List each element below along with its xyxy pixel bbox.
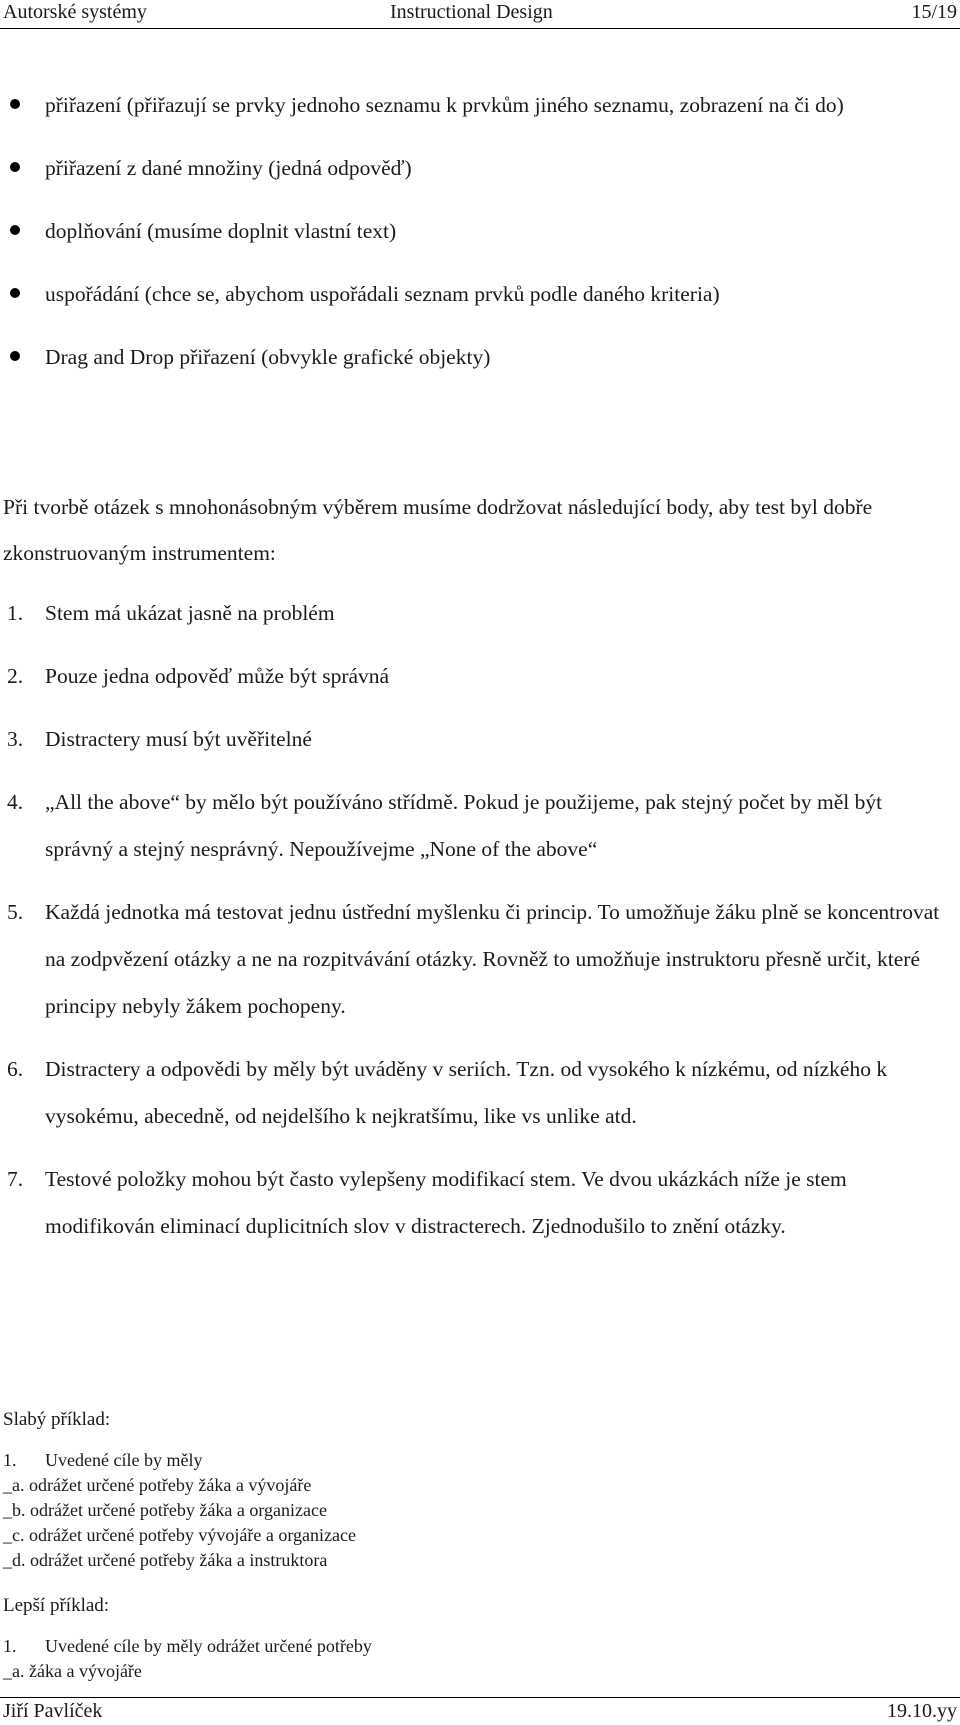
question-text: Uvedené cíle by měly odrážet určené potřeby — [45, 1636, 372, 1656]
bullet-item — [0, 208, 960, 255]
rule-text: Testové položky mohou být často vylepšeny modifikací stem. Ve dvou ukázkách níže je stem modifikován eliminací duplicitních slov v distracterech. Zjednodušilo to znění otázky. — [45, 1167, 847, 1238]
header-rule — [0, 28, 960, 29]
bullet-icon — [10, 99, 20, 109]
rules-list — [0, 590, 960, 1266]
bullet-icon — [10, 351, 20, 361]
rule-item — [0, 653, 960, 700]
better-example-question — [3, 1634, 372, 1659]
rule-text: Distractery musí být uvěřitelné — [45, 727, 312, 751]
rule-item — [0, 779, 960, 873]
weak-example-option: _d. odrážet určené potřeby žáka a instruktora — [3, 1550, 328, 1570]
weak-example-list — [3, 1448, 356, 1573]
bullet-text: přiřazení (přiřazují se prvky jednoho seznamu k prvkům jiného seznamu, zobrazení na či do) — [45, 93, 844, 117]
footer-date: 19.10.yy — [887, 1700, 957, 1722]
question-text: Uvedené cíle by měly — [45, 1450, 203, 1470]
weak-example-title: Slabý příklad: — [3, 1409, 111, 1430]
weak-example-option: _b. odrážet určené potřeby žáka a organizace — [3, 1500, 327, 1520]
rule-item — [0, 716, 960, 763]
rule-item — [0, 1156, 960, 1250]
better-example-option: _a. žáka a vývojáře — [3, 1661, 142, 1681]
rule-item — [0, 590, 960, 637]
page-footer — [0, 1695, 960, 1725]
rule-item — [0, 889, 960, 1030]
question-number: 1. — [3, 1636, 17, 1656]
rule-number: 1. — [7, 601, 24, 625]
better-example-title: Lepší příklad: — [3, 1595, 110, 1616]
weak-example-option: _a. odrážet určené potřeby žáka a vývojáře — [3, 1475, 312, 1495]
rule-number: 3. — [7, 727, 24, 751]
rule-number: 4. — [7, 790, 24, 814]
header-document-title: Instructional Design — [390, 1, 553, 23]
bullet-item — [0, 82, 960, 129]
bullet-text: přiřazení z dané množiny (jedná odpověď) — [45, 156, 412, 180]
weak-example-option: _c. odrážet určené potřeby vývojáře a organizace — [3, 1525, 356, 1545]
rule-number: 6. — [7, 1057, 24, 1081]
rule-number: 7. — [7, 1167, 24, 1191]
bullet-item — [0, 334, 960, 381]
rule-text: „All the above“ by mělo být používáno střídmě. Pokud je použijeme, pak stejný počet by měl být správný a stejný nesprávný. Nepoužívejme „None of the above“ — [45, 790, 883, 861]
question-number: 1. — [3, 1450, 17, 1470]
bullet-icon — [10, 225, 20, 235]
question-types-list — [0, 82, 960, 397]
rule-item — [0, 1046, 960, 1140]
rule-text: Stem má ukázat jasně na problém — [45, 601, 335, 625]
weak-example-question — [3, 1448, 356, 1473]
rule-text: Pouze jedna odpověď může být správná — [45, 664, 390, 688]
better-example-list — [3, 1634, 372, 1684]
header-course-title: Autorské systémy — [3, 1, 147, 23]
bullet-text: Drag and Drop přiřazení (obvykle grafické objekty) — [45, 345, 491, 369]
rule-number: 5. — [7, 900, 24, 924]
rule-text: Každá jednotka má testovat jednu ústřední myšlenku či princip. To umožňuje žáku plně se koncentrovat na zodpvězení otázky a ne na rozpitvávání otázky. Rovněž to umožňuje instruktoru přesně určit, které principy nebyly žákem pochopeny. — [45, 900, 940, 1018]
footer-author: Jiří Pavlíček — [3, 1700, 103, 1722]
intro-paragraph: Při tvorbě otázek s mnohonásobným výběrem musíme dodržovat následující body, aby test byl dobře zkonstruovaným instrumentem: — [3, 495, 873, 565]
bullet-item — [0, 145, 960, 192]
bullet-icon — [10, 162, 20, 172]
header-page-number: 15/19 — [911, 1, 957, 23]
rule-number: 2. — [7, 664, 24, 688]
page-header — [0, 0, 960, 30]
footer-rule — [0, 1697, 960, 1698]
rule-text: Distractery a odpovědi by měly být uváděny v seriích. Tzn. od vysokého k nízkému, od nízkého k vysokému, abecedně, od nejdelšího k nejkratšímu, like vs unlike atd. — [45, 1057, 888, 1128]
bullet-text: uspořádání (chce se, abychom uspořádali seznam prvků podle daného kriteria) — [45, 282, 720, 306]
bullet-text: doplňování (musíme doplnit vlastní text) — [45, 219, 397, 243]
bullet-icon — [10, 288, 20, 298]
bullet-item — [0, 271, 960, 318]
